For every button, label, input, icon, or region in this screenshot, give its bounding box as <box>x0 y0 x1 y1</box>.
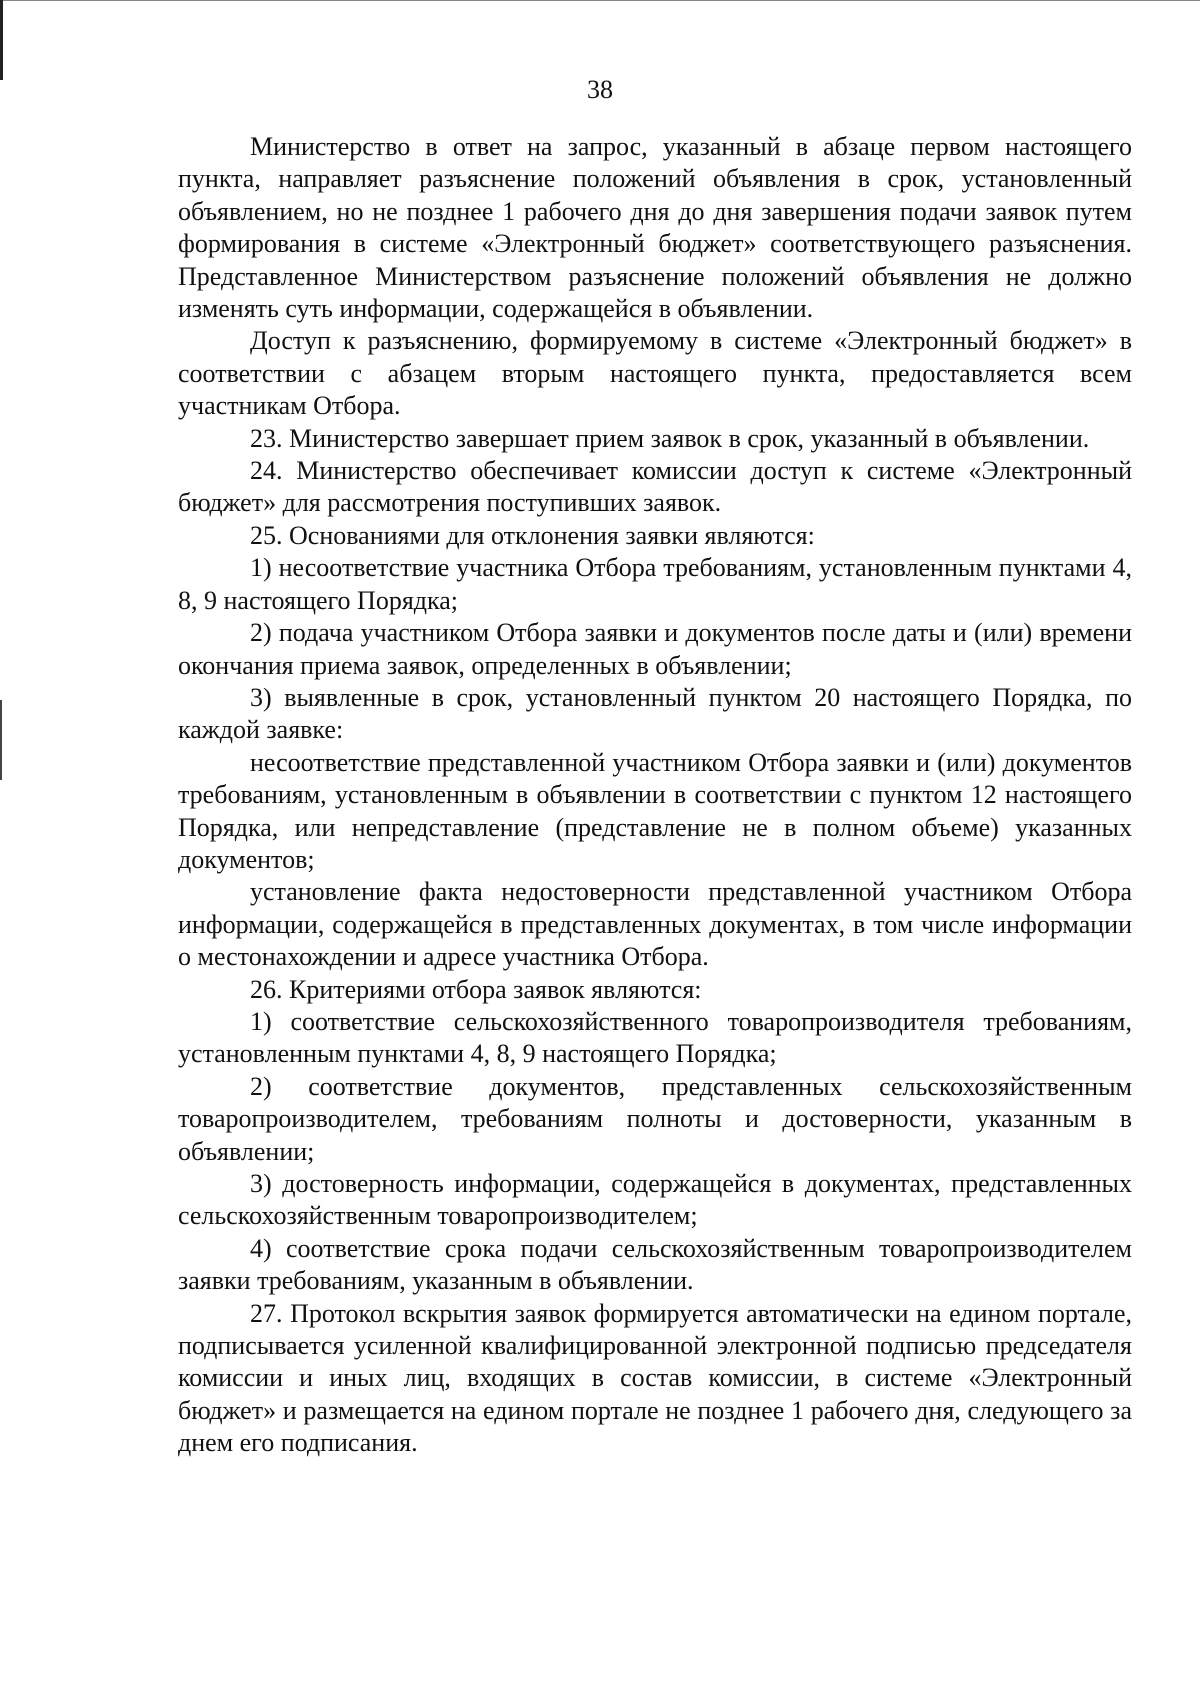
paragraph-item-26: 26. Критериями отбора заявок являются: <box>250 974 702 1004</box>
paragraph-clarification: Министерство в ответ на запрос, указанный в абзаце первом настоящего пункта, направляет разъяснение положений объявления в срок, установленный объявлением, но не позднее 1 рабочего дня до дня завершения подачи заявок путем формирования в системе «Электронный бюджет» соответствующего разъяснения. Представленное Министерством разъяснение положений объявления не должно изменять суть информации, содержащейся в объявлении. <box>178 132 1132 324</box>
paragraph-item-25-3-a: несоответствие представленной участником Отбора заявки и (или) документов требованиям, установленным в объявлении в соответствии с пунктом 12 настоящего Порядка, или непредставление (представление не в полном объеме) указанных документов; <box>178 747 1132 874</box>
paragraph-item-26-4: 4) соответствие срока подачи сельскохозяйственным товаропроизводителем заявки требованиям, указанным в объявлении. <box>178 1233 1132 1296</box>
paragraph-item-23: 23. Министерство завершает прием заявок в срок, указанный в объявлении. <box>250 423 1090 453</box>
paragraph-item-26-2: 2) соответствие документов, представленных сельскохозяйственным товаропроизводителем, требованиям полноты и достоверности, указанным в объявлении; <box>178 1071 1132 1166</box>
paragraph-item-25-1: 1) несоответствие участника Отбора требованиям, установленным пунктами 4, 8, 9 настоящего Порядка; <box>178 553 1132 615</box>
paragraph-item-25-3-b: установление факта недостоверности представленной участником Отбора информации, содержащейся в представленных документах, в том числе информации о местонахождении и адресе участника Отбора. <box>178 877 1132 972</box>
paragraph-item-24: 24. Министерство обеспечивает комиссии доступ к системе «Электронный бюджет» для рассмотрения поступивших заявок. <box>178 456 1132 518</box>
scan-edge-line <box>0 0 1200 1</box>
paragraph-access: Доступ к разъяснению, формируемому в системе «Электронный бюджет» в соответствии с абзацем вторым настоящего пункта, предоставляется всем участникам Отбора. <box>178 326 1132 421</box>
page-number: 38 <box>587 75 613 104</box>
scan-edge-mark <box>0 700 2 780</box>
paragraph-item-25-3: 3) выявленные в срок, установленный пунктом 20 настоящего Порядка, по каждой заявке: <box>178 682 1132 745</box>
scan-edge-mark <box>0 0 3 80</box>
document-body <box>178 131 1132 1460</box>
paragraph-item-26-1: 1) соответствие сельскохозяйственного товаропроизводителя требованиям, установленным пунктами 4, 8, 9 настоящего Порядка; <box>178 1006 1132 1069</box>
paragraph-item-26-3: 3) достоверность информации, содержащейся в документах, представленных сельскохозяйственным товаропроизводителем; <box>178 1169 1132 1231</box>
paragraph-item-27: 27. Протокол вскрытия заявок формируется автоматически на едином портале, подписывается усиленной квалифицированной электронной подписью председателя комиссии и иных лиц, входящих в состав комиссии, в системе «Электронный бюджет» и размещается на едином портале не позднее 1 рабочего дня, следующего за днем его подписания. <box>178 1298 1132 1458</box>
paragraph-item-25: 25. Основаниями для отклонения заявки являются: <box>250 520 815 550</box>
paragraph-item-25-2: 2) подача участником Отбора заявки и документов после даты и (или) времени окончания приема заявок, определенных в объявлении; <box>178 618 1132 680</box>
